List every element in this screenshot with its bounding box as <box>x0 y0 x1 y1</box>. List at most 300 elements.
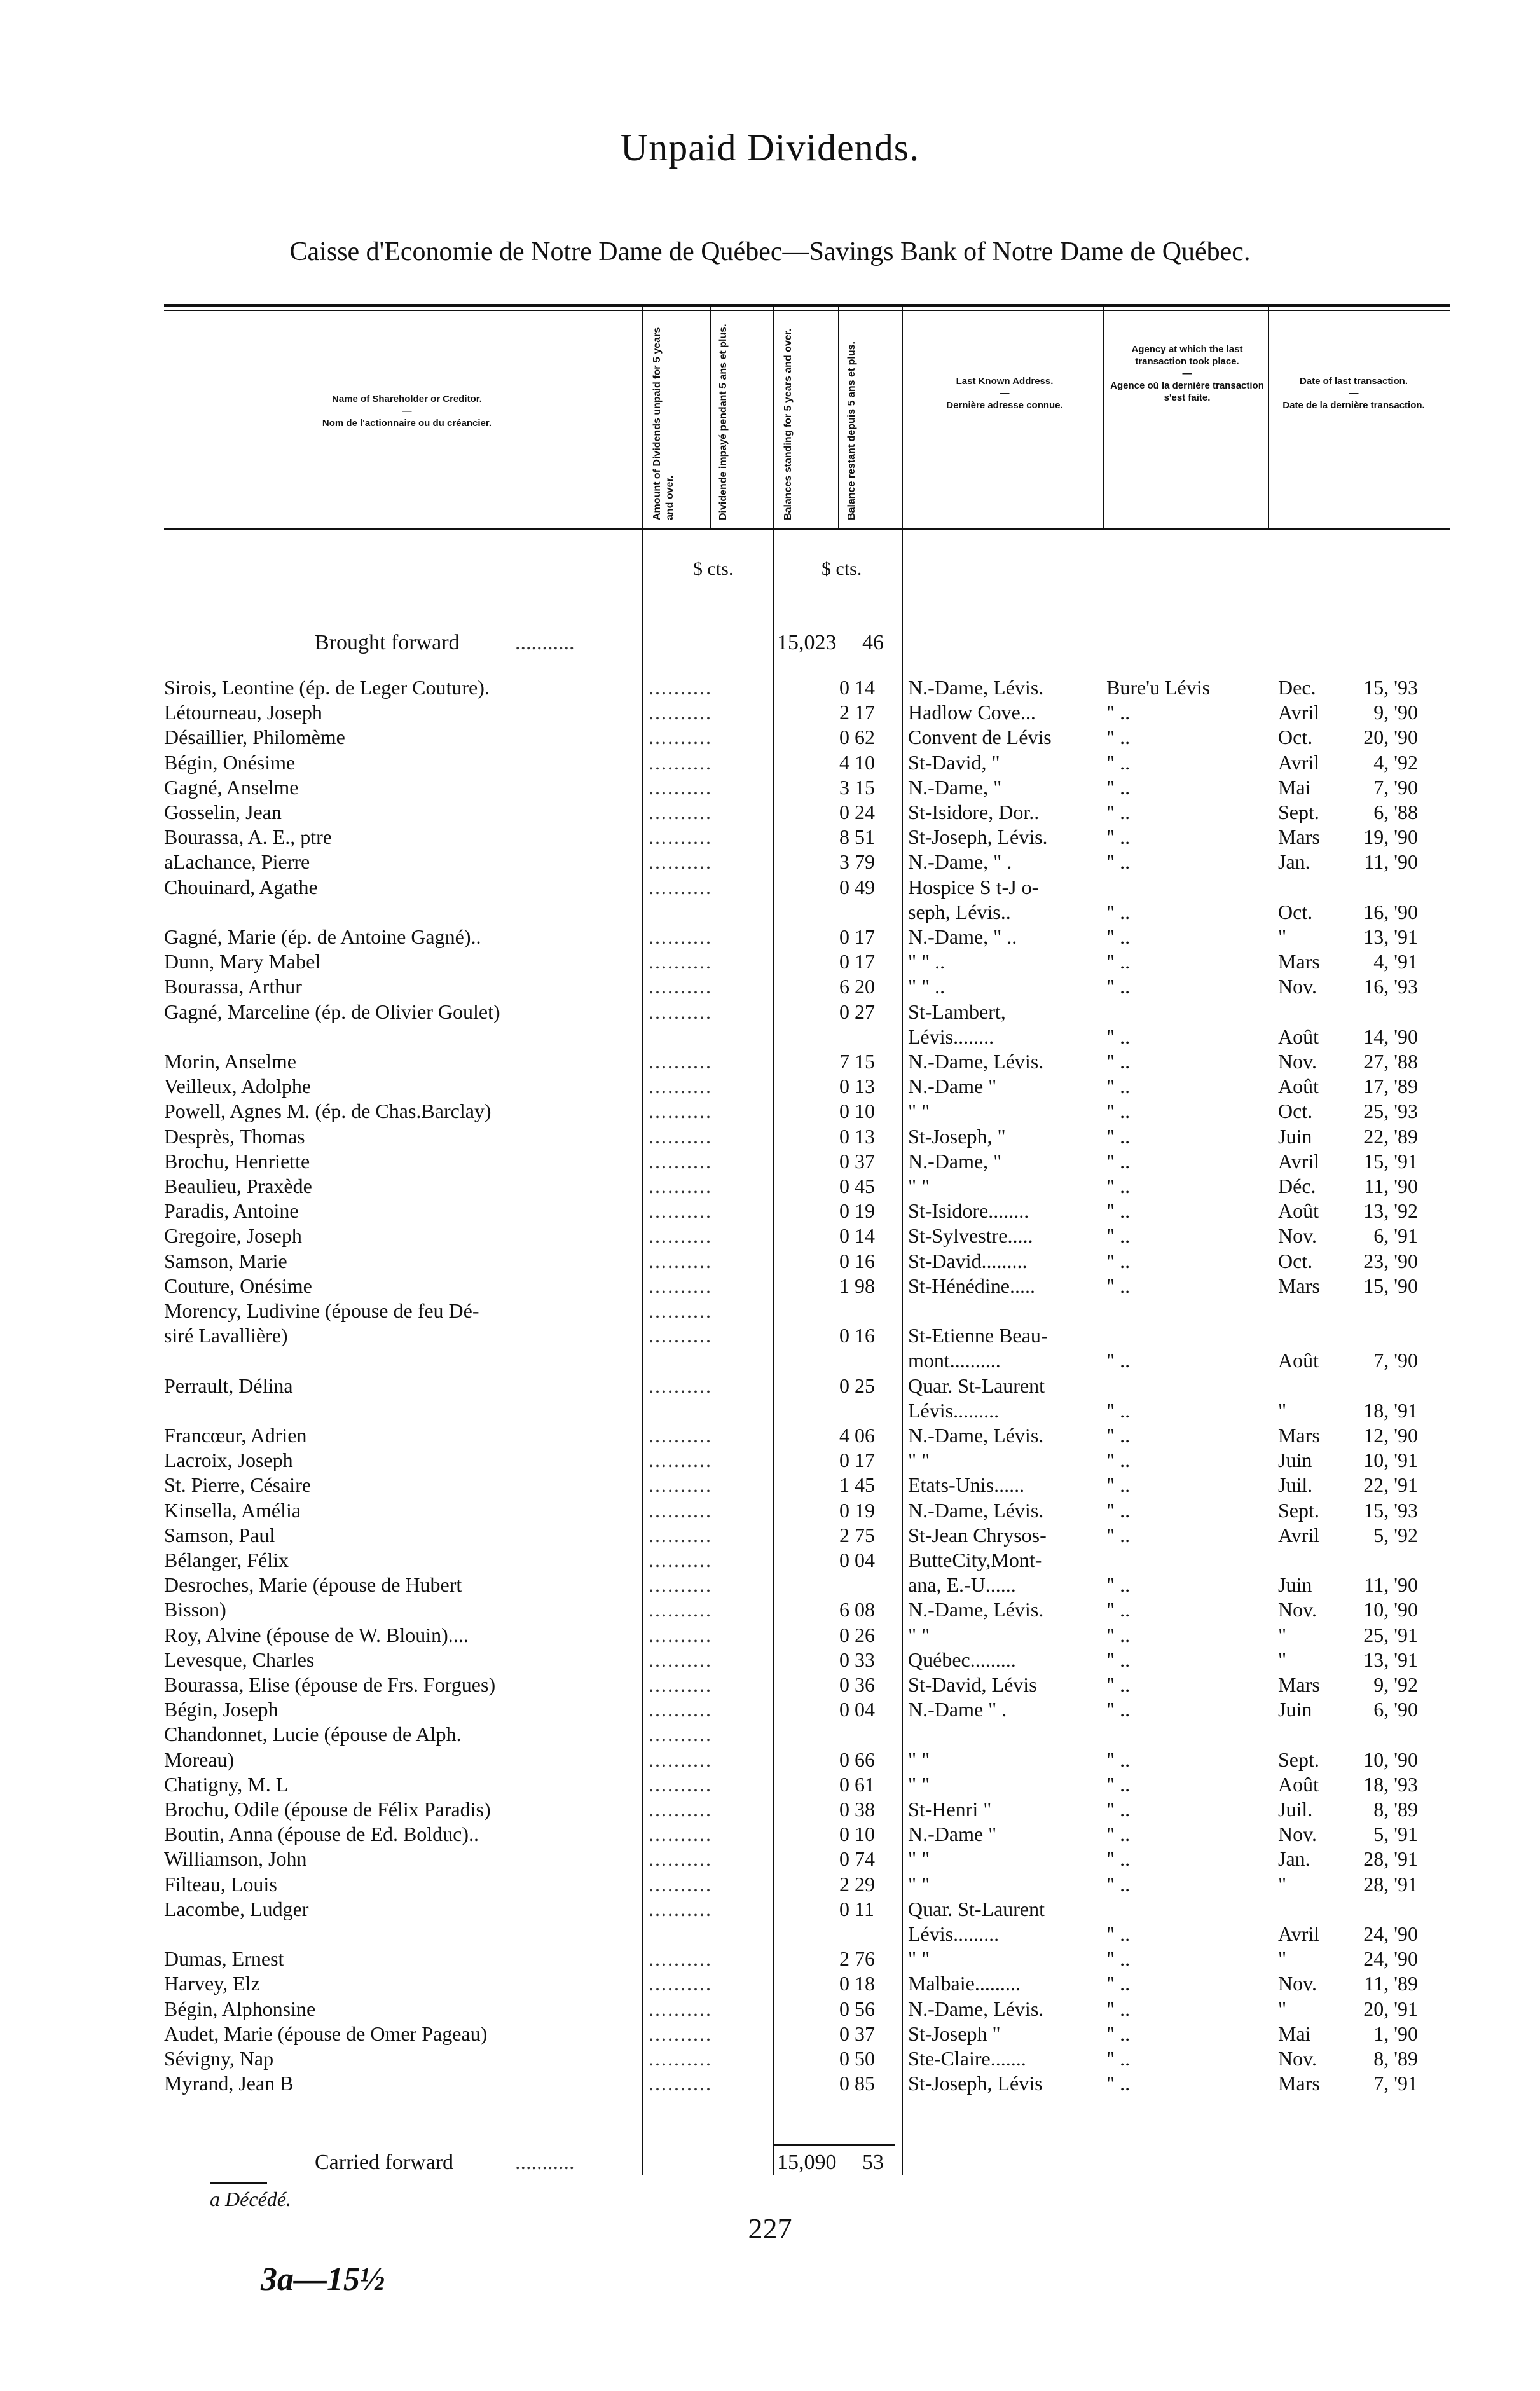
transaction-month: Juin <box>1278 1573 1312 1596</box>
table-row <box>0 1499 1540 1521</box>
shareholder-name: Chatigny, M. L <box>164 1773 289 1796</box>
transaction-month: Nov. <box>1278 1823 1317 1845</box>
balance-cents: 79 <box>855 850 875 873</box>
header-bottom-rule <box>164 528 1450 530</box>
transaction-date: 1, '90 <box>1373 2022 1418 2045</box>
shareholder-name: Chouinard, Agathe <box>164 876 318 899</box>
table-row <box>0 1474 1540 1496</box>
transaction-date: 28, '91 <box>1363 1847 1418 1870</box>
transaction-month: " <box>1278 1873 1287 1896</box>
transaction-date: 8, '89 <box>1373 1798 1418 1821</box>
table-row <box>0 1075 1540 1097</box>
balance-dollars: 0 <box>839 676 849 699</box>
last-known-address: " " <box>908 1623 930 1646</box>
balance-dollars: 3 <box>839 850 849 873</box>
balance-dollars: 0 <box>839 726 849 748</box>
shareholder-name: Morency, Ludivine (épouse de feu Dé- <box>164 1299 479 1322</box>
transaction-month: Août <box>1278 1075 1319 1098</box>
transaction-month: Oct. <box>1278 900 1313 923</box>
agency: " .. <box>1106 1573 1131 1596</box>
balance-cents: 75 <box>855 1524 875 1547</box>
balance-cents: 37 <box>855 2022 875 2045</box>
shareholder-name: Bégin, Alphonsine <box>164 1997 316 2020</box>
agency: " .. <box>1106 1823 1131 1845</box>
agency: " .. <box>1106 1748 1131 1771</box>
balance-cents: 13 <box>855 1125 875 1148</box>
shareholder-name: St. Pierre, Césaire <box>164 1473 312 1496</box>
shareholder-name: Paradis, Antoine <box>164 1199 299 1222</box>
transaction-date: 5, '92 <box>1373 1524 1418 1547</box>
balance-cents: 10 <box>855 1099 875 1122</box>
balance-dollars: 0 <box>839 1548 849 1571</box>
transaction-month: Août <box>1278 1199 1319 1222</box>
shareholder-name: Beaulieu, Praxède <box>164 1175 312 1197</box>
transaction-date: 15, '93 <box>1363 1499 1418 1522</box>
transaction-date: 14, '90 <box>1363 1025 1418 1048</box>
table-row <box>0 801 1540 823</box>
header-address-dash: — <box>1000 388 1010 399</box>
shareholder-name: Harvey, Elz <box>164 1972 260 1995</box>
header-address <box>916 375 1094 411</box>
balance-dollars: 6 <box>839 975 849 998</box>
agency: " .. <box>1106 1250 1131 1272</box>
leader-dots: .......... <box>649 1499 712 1521</box>
balance-cents: 17 <box>855 950 875 973</box>
table-row <box>0 1723 1540 1745</box>
transaction-date: 6, '90 <box>1373 1698 1418 1721</box>
table-row <box>0 926 1540 947</box>
agency: " .. <box>1106 2072 1131 2095</box>
header-balance-fr: Balance restant depuis 5 ans et plus. <box>846 341 857 520</box>
table-row <box>0 726 1540 748</box>
shareholder-name: Sirois, Leontine (ép. de Leger Couture). <box>164 676 490 699</box>
table-row <box>0 826 1540 848</box>
balance-dollars: 2 <box>839 1947 849 1970</box>
balance-cents: 45 <box>855 1473 875 1496</box>
header-amount-fr: Dividende impayé pendant 5 ans et plus. <box>718 324 729 520</box>
balance-cents: 19 <box>855 1199 875 1222</box>
shareholder-name: Samson, Marie <box>164 1250 287 1272</box>
leader-dots: .......... <box>649 1674 712 1695</box>
table-row <box>0 776 1540 798</box>
table-row <box>0 1051 1540 1072</box>
last-known-address: mont.......... <box>908 1349 1001 1372</box>
balance-dollars: 0 <box>839 1648 849 1671</box>
column-divider <box>710 305 711 528</box>
transaction-date: 25, '93 <box>1363 1099 1418 1122</box>
header-agency-fr: Agence où la dernière transaction s'est faite. <box>1110 380 1264 403</box>
shareholder-name: Lacroix, Joseph <box>164 1449 293 1471</box>
balance-dollars: 6 <box>839 1598 849 1621</box>
last-known-address: " " <box>908 1449 930 1471</box>
transaction-date: 20, '91 <box>1363 1997 1418 2020</box>
leader-dots: .......... <box>649 701 712 723</box>
column-divider <box>838 305 839 528</box>
balance-cents: 16 <box>855 1250 875 1272</box>
transaction-date: 9, '92 <box>1373 1673 1418 1696</box>
agency: " .. <box>1106 1524 1131 1547</box>
leader-dots: .......... <box>649 1325 712 1346</box>
brought-forward-dollars: 15,023 <box>777 631 837 654</box>
transaction-date: 16, '90 <box>1363 900 1418 923</box>
balance-cents: 04 <box>855 1698 875 1721</box>
agency: " .. <box>1106 1473 1131 1496</box>
shareholder-name: Myrand, Jean B <box>164 2072 294 2095</box>
leader-dots: .......... <box>649 1873 712 1895</box>
transaction-month: Juin <box>1278 1449 1312 1471</box>
balance-dollars: 0 <box>839 1224 849 1247</box>
balance-cents: 38 <box>855 1798 875 1821</box>
agency: " .. <box>1106 1199 1131 1222</box>
last-known-address: Quar. St-Laurent <box>908 1374 1045 1397</box>
balance-dollars: 0 <box>839 1623 849 1646</box>
leader-dots: .......... <box>649 1998 712 2020</box>
balance-dollars: 0 <box>839 2022 849 2045</box>
shareholder-name: aLachance, Pierre <box>164 850 310 873</box>
carried-forward-label: Carried forward <box>315 2151 454 2174</box>
last-known-address: Hadlow Cove... <box>908 701 1036 724</box>
agency: " .. <box>1106 701 1131 724</box>
transaction-month: Nov. <box>1278 1224 1317 1247</box>
shareholder-name: Samson, Paul <box>164 1524 275 1547</box>
transaction-date: 5, '91 <box>1373 1823 1418 1845</box>
leader-dots: .......... <box>649 1723 712 1745</box>
leader-dots: .......... <box>649 1699 712 1720</box>
balance-cents: 50 <box>855 2047 875 2070</box>
agency: " .. <box>1106 726 1131 748</box>
last-known-address: N.-Dame, " . <box>908 850 1012 873</box>
last-known-address: " " <box>908 1175 930 1197</box>
table-row <box>0 1225 1540 1246</box>
last-known-address: N.-Dame, Lévis. <box>908 1424 1044 1447</box>
last-known-address: N.-Dame, Lévis. <box>908 676 1044 699</box>
transaction-month: Août <box>1278 1025 1319 1048</box>
table-row <box>0 752 1540 773</box>
shareholder-name: siré Lavallière) <box>164 1324 288 1347</box>
leader-dots: .......... <box>649 1001 712 1023</box>
header-address-fr: Dernière adresse connue. <box>946 400 1063 411</box>
leader-dots: .......... <box>649 1823 712 1845</box>
leader-dots: .......... <box>649 1075 712 1097</box>
page-number: 227 <box>748 2212 792 2245</box>
shareholder-name: Desprès, Thomas <box>164 1125 305 1148</box>
last-known-address: N.-Dame, " .. <box>908 925 1017 948</box>
balance-cents: 24 <box>855 801 875 823</box>
brought-forward-label: Brought forward <box>315 631 460 654</box>
transaction-month: Nov. <box>1278 2047 1317 2070</box>
agency: " .. <box>1106 1673 1131 1696</box>
balance-cents: 36 <box>855 1673 875 1696</box>
shareholder-name: Roy, Alvine (épouse de W. Blouin).... <box>164 1623 469 1646</box>
shareholder-name: Létourneau, Joseph <box>164 701 322 724</box>
transaction-month: Mars <box>1278 1424 1320 1447</box>
printer-signature: 3a—15½ <box>261 2261 385 2298</box>
agency: " .. <box>1106 1773 1131 1796</box>
table-row <box>0 1898 1540 1920</box>
header-amount-en: Amount of Dividends unpaid for 5 years and over. <box>652 327 675 520</box>
balance-cents: 14 <box>855 676 875 699</box>
page-subtitle: Caisse d'Economie de Notre Dame de Québec—Savings Bank of Notre Dame de Québec. <box>289 237 1251 266</box>
balance-cents: 13 <box>855 1075 875 1098</box>
header-balance-en: Balances standing for 5 years and over. <box>783 328 794 520</box>
table-row <box>0 1375 1540 1396</box>
last-known-address: Lévis......... <box>908 1399 1000 1422</box>
table-row <box>0 2072 1540 2094</box>
balance-cents: 08 <box>855 1598 875 1621</box>
balance-cents: 29 <box>855 1873 875 1896</box>
table-row <box>0 1948 1540 1969</box>
transaction-date: 7, '90 <box>1373 776 1418 799</box>
column-divider <box>1268 305 1269 528</box>
table-row <box>0 1325 1540 1346</box>
table-row <box>0 901 1540 923</box>
footnote-rule <box>210 2182 267 2184</box>
balance-cents: 66 <box>855 1748 875 1771</box>
agency: " .. <box>1106 1847 1131 1870</box>
leader-dots: .......... <box>649 1424 712 1446</box>
table-row <box>0 1848 1540 1870</box>
leader-dots: .......... <box>649 1749 712 1770</box>
agency: " .. <box>1106 1623 1131 1646</box>
leader-dots: .......... <box>649 1973 712 1994</box>
transaction-month: Déc. <box>1278 1175 1316 1197</box>
balance-cents: 15 <box>855 776 875 799</box>
last-known-address: N.-Dame, Lévis. <box>908 1499 1044 1522</box>
page-title: Unpaid Dividends. <box>620 127 920 169</box>
transaction-month: Mars <box>1278 1274 1320 1297</box>
table-row <box>0 1300 1540 1321</box>
brought-forward-cents: 46 <box>862 631 884 654</box>
header-name <box>191 393 623 429</box>
balance-cents: 85 <box>855 2072 875 2095</box>
balance-dollars: 2 <box>839 1524 849 1547</box>
transaction-date: 22, '91 <box>1363 1473 1418 1496</box>
table-row <box>0 1250 1540 1272</box>
agency: " .. <box>1106 1922 1131 1945</box>
transaction-date: 11, '90 <box>1364 1573 1418 1596</box>
balance-cents: 26 <box>855 1623 875 1646</box>
last-known-address: seph, Lévis.. <box>908 900 1011 923</box>
balance-cents: 10 <box>855 751 875 774</box>
table-row <box>0 1400 1540 1421</box>
transaction-date: 16, '93 <box>1363 975 1418 998</box>
carried-forward-dots: ........... <box>515 2151 575 2174</box>
agency: " .. <box>1106 2047 1131 2070</box>
last-known-address: Lévis........ <box>908 1025 994 1048</box>
balance-dollars: 8 <box>839 825 849 848</box>
transaction-month: " <box>1278 1947 1287 1970</box>
leader-dots: .......... <box>649 1549 712 1571</box>
balance-dollars: 0 <box>839 2047 849 2070</box>
last-known-address: St-David, Lévis <box>908 1673 1037 1696</box>
shareholder-name: Désaillier, Philomème <box>164 726 345 748</box>
agency: " .. <box>1106 1399 1131 1422</box>
balance-cents: 45 <box>855 1175 875 1197</box>
shareholder-name: Powell, Agnes M. (ép. de Chas.Barclay) <box>164 1099 492 1122</box>
table-row <box>0 2023 1540 2044</box>
last-known-address: " " <box>908 1099 930 1122</box>
balance-cents: 98 <box>855 1274 875 1297</box>
last-known-address: St-David, " <box>908 751 1000 774</box>
last-known-address: " " .. <box>908 975 945 998</box>
transaction-month: Dec. <box>1278 676 1316 699</box>
agency: " .. <box>1106 1349 1131 1372</box>
last-known-address: " " <box>908 1773 930 1796</box>
leader-dots: .......... <box>649 1574 712 1595</box>
balance-dollars: 3 <box>839 776 849 799</box>
brought-forward-dots: ........... <box>515 631 575 654</box>
last-known-address: N.-Dame, " <box>908 776 1002 799</box>
table-row <box>0 677 1540 698</box>
balance-cents: 56 <box>855 1997 875 2020</box>
last-known-address: Quar. St-Laurent <box>908 1898 1045 1920</box>
last-known-address: St-Isidore........ <box>908 1199 1029 1222</box>
leader-dots: .......... <box>649 1051 712 1072</box>
transaction-month: " <box>1278 1399 1287 1422</box>
transaction-month: Mai <box>1278 2022 1311 2045</box>
leader-dots: .......... <box>649 951 712 972</box>
transaction-date: 12, '90 <box>1363 1424 1418 1447</box>
transaction-month: Nov. <box>1278 975 1317 998</box>
table-row <box>0 951 1540 972</box>
table-row <box>0 2048 1540 2069</box>
shareholder-name: Bégin, Joseph <box>164 1698 278 1721</box>
leader-dots: .......... <box>649 1375 712 1396</box>
balance-dollars: 0 <box>839 1199 849 1222</box>
shareholder-name: Gagné, Marceline (ép. de Olivier Goulet) <box>164 1000 500 1023</box>
table-row <box>0 876 1540 898</box>
leader-dots: .......... <box>649 1175 712 1197</box>
agency: " .. <box>1106 950 1131 973</box>
agency: " .. <box>1106 1099 1131 1122</box>
transaction-date: 18, '93 <box>1363 1773 1418 1796</box>
transaction-month: Juin <box>1278 1698 1312 1721</box>
transaction-month: Août <box>1278 1773 1319 1796</box>
shareholder-name: Gagné, Marie (ép. de Antoine Gagné).. <box>164 925 481 948</box>
shareholder-name: Couture, Onésime <box>164 1274 312 1297</box>
transaction-date: 17, '89 <box>1363 1075 1418 1098</box>
balance-cents: 76 <box>855 1947 875 1970</box>
leader-dots: .......... <box>649 975 712 997</box>
balance-dollars: 0 <box>839 1075 849 1098</box>
balance-cents: 15 <box>855 1050 875 1073</box>
transaction-month: Avril <box>1278 701 1320 724</box>
shareholder-name: Bourassa, Arthur <box>164 975 302 998</box>
table-row <box>0 1923 1540 1945</box>
agency: " .. <box>1106 1274 1131 1297</box>
leader-dots: .......... <box>649 851 712 872</box>
agency: " .. <box>1106 2022 1131 2045</box>
transaction-month: Sept. <box>1278 801 1319 823</box>
balance-dollars: 0 <box>839 1698 849 1721</box>
header-address-en: Last Known Address. <box>956 376 1054 387</box>
header-name-fr: Nom de l'actionnaire ou du créancier. <box>322 418 492 429</box>
header-agency-en: Agency at which the last transaction took place. <box>1131 344 1243 367</box>
table-row <box>0 1001 1540 1023</box>
transaction-month: Juin <box>1278 1125 1312 1148</box>
balance-dollars: 0 <box>839 2072 849 2095</box>
shareholder-name: Kinsella, Amélia <box>164 1499 301 1522</box>
agency: " .. <box>1106 1798 1131 1821</box>
transaction-month: Mars <box>1278 825 1320 848</box>
transaction-date: 8, '89 <box>1373 2047 1418 2070</box>
table-row <box>0 1749 1540 1770</box>
header-top-rule <box>164 304 1450 307</box>
transaction-date: 22, '89 <box>1363 1125 1418 1148</box>
table-row <box>0 1349 1540 1371</box>
last-known-address: Ste-Claire....... <box>908 2047 1026 2070</box>
balance-dollars: 1 <box>839 1274 849 1297</box>
last-known-address: ButteCity,Mont- <box>908 1548 1042 1571</box>
balance-cents: 25 <box>855 1374 875 1397</box>
transaction-date: 24, '90 <box>1363 1947 1418 1970</box>
balance-dollars: 2 <box>839 1873 849 1896</box>
balance-dollars: 0 <box>839 1823 849 1845</box>
balance-dollars: 0 <box>839 1125 849 1148</box>
transaction-month: Avril <box>1278 1524 1320 1547</box>
leader-dots: .......... <box>649 1848 712 1870</box>
balance-cents: 16 <box>855 1324 875 1347</box>
agency: " .. <box>1106 1947 1131 1970</box>
agency: " .. <box>1106 1150 1131 1173</box>
shareholder-name: Veilleux, Adolphe <box>164 1075 312 1098</box>
agency: " .. <box>1106 1997 1131 2020</box>
transaction-date: 11, '90 <box>1364 1175 1418 1197</box>
transaction-date: 15, '93 <box>1363 676 1418 699</box>
total-rule <box>774 2144 895 2146</box>
leader-dots: .......... <box>649 2072 712 2094</box>
leader-dots: .......... <box>649 1524 712 1546</box>
last-known-address: ana, E.-U...... <box>908 1573 1016 1596</box>
agency: " .. <box>1106 925 1131 948</box>
balance-cents: 06 <box>855 1424 875 1447</box>
balance-dollars: 0 <box>839 1972 849 1995</box>
shareholder-name: Audet, Marie (épouse de Omer Pageau) <box>164 2022 488 2045</box>
last-known-address: N.-Dame, " <box>908 1150 1002 1173</box>
shareholder-name: Bourassa, A. E., ptre <box>164 825 332 848</box>
transaction-month: Sept. <box>1278 1499 1319 1522</box>
balance-cents: 19 <box>855 1499 875 1522</box>
last-known-address: Convent de Lévis <box>908 726 1052 748</box>
balance-cents: 10 <box>855 1823 875 1845</box>
last-known-address: N.-Dame " <box>908 1075 997 1098</box>
shareholder-name: Dunn, Mary Mabel <box>164 950 321 973</box>
units-amount: $ cts. <box>693 558 734 579</box>
transaction-month: Juil. <box>1278 1798 1313 1821</box>
last-known-address: St-Jean Chrysos- <box>908 1524 1047 1547</box>
last-known-address: St-Joseph " <box>908 2022 1001 2045</box>
table-row <box>0 975 1540 997</box>
shareholder-name: Williamson, John <box>164 1847 307 1870</box>
table-row <box>0 1275 1540 1297</box>
table-row <box>0 1774 1540 1795</box>
leader-dots: .......... <box>649 1898 712 1920</box>
transaction-date: 10, '90 <box>1363 1748 1418 1771</box>
balance-cents: 11 <box>855 1898 874 1920</box>
balance-dollars: 4 <box>839 1424 849 1447</box>
table-row <box>0 1449 1540 1471</box>
header-date <box>1274 375 1433 411</box>
shareholder-name: Francœur, Adrien <box>164 1424 307 1447</box>
agency: " .. <box>1106 1648 1131 1671</box>
last-known-address: St-Hénédine..... <box>908 1274 1035 1297</box>
table-row <box>0 1126 1540 1147</box>
last-known-address: N.-Dame " . <box>908 1698 1007 1721</box>
last-known-address: St-Joseph, Lévis <box>908 2072 1043 2095</box>
last-known-address: St-Joseph, Lévis. <box>908 825 1048 848</box>
transaction-date: 7, '91 <box>1373 2072 1418 2095</box>
header-top-rule-thin <box>164 310 1450 311</box>
